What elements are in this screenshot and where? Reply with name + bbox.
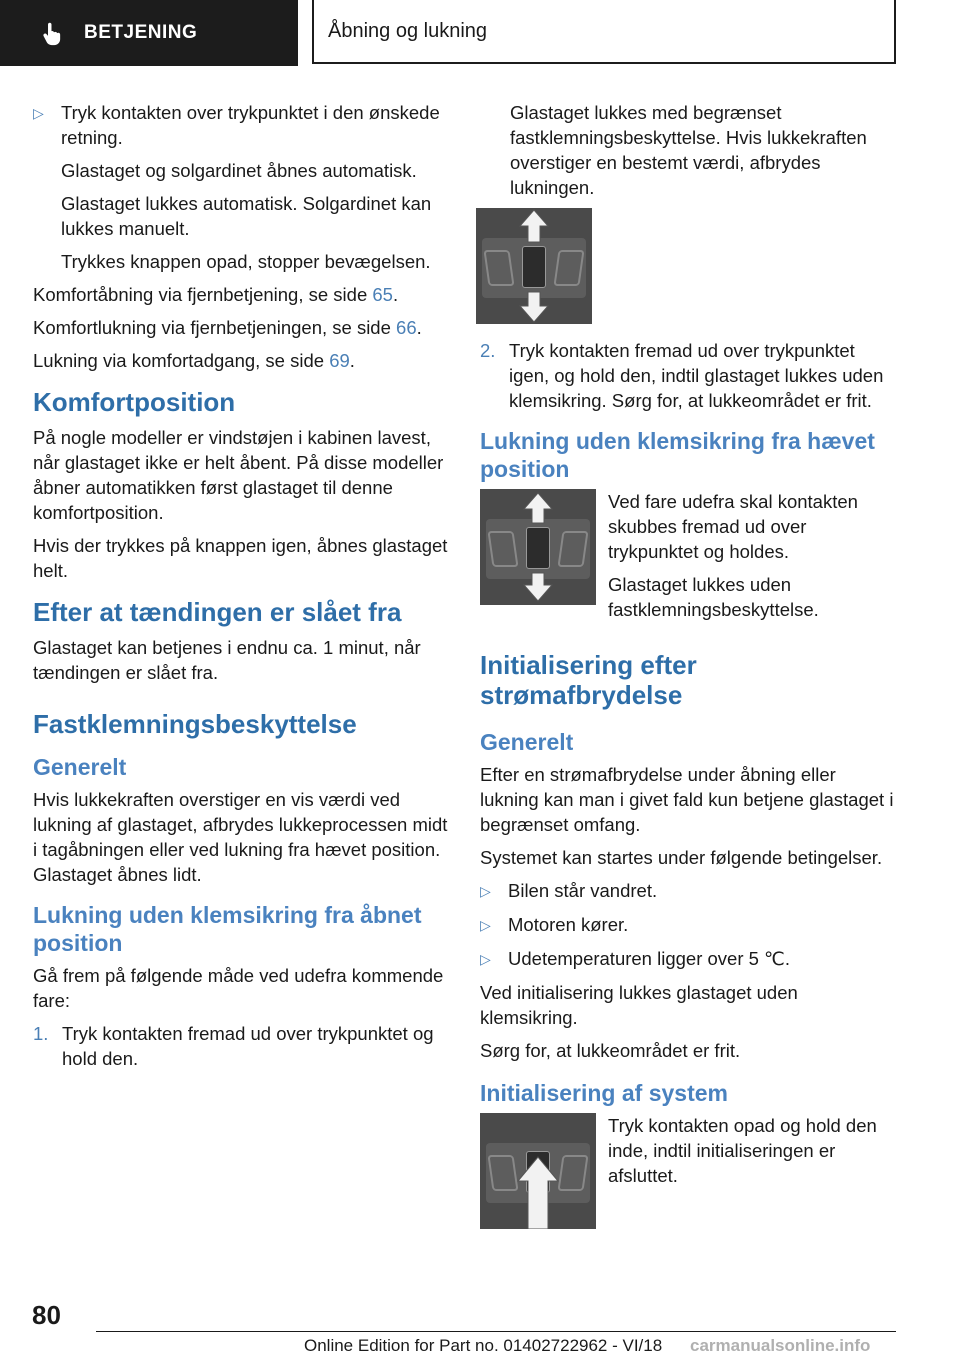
list-item-continuation: Trykkes knappen opad, stopper bevægelsen. [61,251,431,272]
figure-caption [608,489,895,630]
switch-illustration-up-down [476,208,592,324]
triangle-bullet-icon: ▷ [33,105,44,121]
heading-efter-taending: Efter at tændingen er slået fra [33,597,402,627]
list-item [33,100,448,150]
watermark: carmanualsonline.info [690,1336,871,1355]
paragraph: Gå frem på følgende måde ved udefra kommende fare: [33,965,444,1011]
chapter-title-box [312,0,896,64]
paragraph-text: Lukning via komfortadgang, se side [33,350,330,371]
right-column [480,100,895,1239]
switch-illustration-up-down [480,489,596,605]
heading-initialisering: Initialisering efter strømafbrydelse [480,650,697,710]
section-label: BETJENING [84,22,198,43]
heading-lukning-haevet: Lukning uden klemsikring fra hævet position [480,428,875,482]
list-item-text: Bilen står vandret. [508,880,658,901]
edition-text: Online Edition for Part no. 01402722962 - VI/18 [304,1336,663,1355]
list-item-continuation: Glastaget lukkes automatisk. Solgardinet kan lukkes manuelt. [61,193,432,239]
list-item-continuation: Glastaget og solgardinet åbnes automatisk. [61,160,417,181]
list-item-text: Udetemperaturen ligger over 5 ℃. [508,948,790,969]
arrow-up-icon [480,1113,596,1229]
heading-komfortposition: Komfortposition [33,387,236,417]
switch-illustration-up [480,1113,596,1229]
list-item-continuation: Glastaget lukkes med begrænset fastklemningsbeskyttelse. Hvis lukkekraften overstiger en bestemt værdi, afbrydes lukningen. [510,102,867,198]
paragraph: Efter en strømafbrydelse under åbning eller lukning kan man i givet fald kun betjene glastaget i begrænset omfang. [480,764,894,835]
paragraph: Hvis der trykkes på knappen igen, åbnes glastaget helt. [33,535,448,581]
triangle-bullet-icon: ▷ [480,951,491,967]
paragraph: Hvis lukkekraften overstiger en vis værdi ved lukning af glastaget, afbrydes lukkeprocessen midt i tagåbningen eller ved lukning fra hævet position. Glastaget åbnes lidt. [33,789,448,885]
numbered-item [33,1021,448,1071]
paragraph: Tryk kontakten opad og hold den inde, indtil initialiseringen er afsluttet. [608,1115,877,1186]
paragraph: Glastaget lukkes uden fastklemningsbeskyttelse. [608,574,819,620]
left-column [33,100,448,1079]
numbered-item [480,338,895,413]
list-item [480,946,895,972]
heading-initialisering-system: Initialisering af system [480,1080,728,1106]
list-item [480,912,895,938]
chapter-title: Åbning og lukning [328,19,488,42]
paragraph: Sørg for, at lukkeområdet er frit. [480,1040,741,1061]
triangle-bullet-icon: ▷ [480,917,491,933]
page-reference-link[interactable]: 69 [329,350,350,371]
list-item [480,878,895,904]
figure-caption [608,1113,895,1229]
item-text: Tryk kontakten fremad ud over trykpunktet igen, og hold den, indtil glastaget lukkes uden klemsikring. Sørg for, at lukkeområdet er frit. [509,340,884,411]
paragraph: Ved fare udefra skal kontakten skubbes fremad ud over trykpunktet og holdes. [608,491,858,562]
item-number: 2. [480,340,496,361]
paragraph: Glastaget kan betjenes i endnu ca. 1 minut, når tændingen er slået fra. [33,637,421,683]
paragraph-comfort-access: Lukning via komfortadgang, se side 69. [33,350,355,371]
page-number: 80 [32,1300,61,1330]
page-reference-link[interactable]: 65 [372,284,393,305]
paragraph-text: Komfortlukning via fjernbetjeningen, se side [33,317,397,338]
paragraph-remote-open: Komfortåbning via fjernbetjening, se side 65. [33,284,399,305]
paragraph: På nogle modeller er vindstøjen i kabinen lavest, når glastaget ikke er helt åbent. På disse modeller åbner automatikken først glastaget til denne komfortposition. [33,427,444,523]
paragraph-remote-close: Komfortlukning via fjernbetjeningen, se side 66. [33,317,422,338]
double-arrow-icon [476,208,592,324]
section-tab [0,0,298,66]
paragraph: Ved initialisering lukkes glastaget uden klemsikring. [480,982,798,1028]
page-reference-link[interactable]: 66 [396,317,417,338]
heading-fastklemning: Fastklemningsbeskyttelse [33,709,357,739]
figure-with-text [480,1113,895,1229]
paragraph-text: Komfortåbning via fjernbetjening, se side [33,284,373,305]
heading-generelt: Generelt [33,754,127,780]
paragraph: Systemet kan startes under følgende betingelser. [480,847,883,868]
list-item-text: Motoren kører. [508,914,629,935]
list-item-text: Tryk kontakten over trykpunktet i den ønskede retning. [61,102,440,148]
footer-divider [96,1331,896,1332]
item-number: 1. [33,1023,49,1044]
page-header [0,0,960,66]
item-text: Tryk kontakten fremad ud over trykpunktet og hold den. [62,1023,434,1069]
figure-with-text [480,489,895,630]
heading-generelt: Generelt [480,729,574,755]
triangle-bullet-icon: ▷ [480,883,491,899]
hand-pointer-icon [40,20,66,46]
double-arrow-icon [480,489,596,605]
heading-lukning-aabnet: Lukning uden klemsikring fra åbnet position [33,902,422,956]
